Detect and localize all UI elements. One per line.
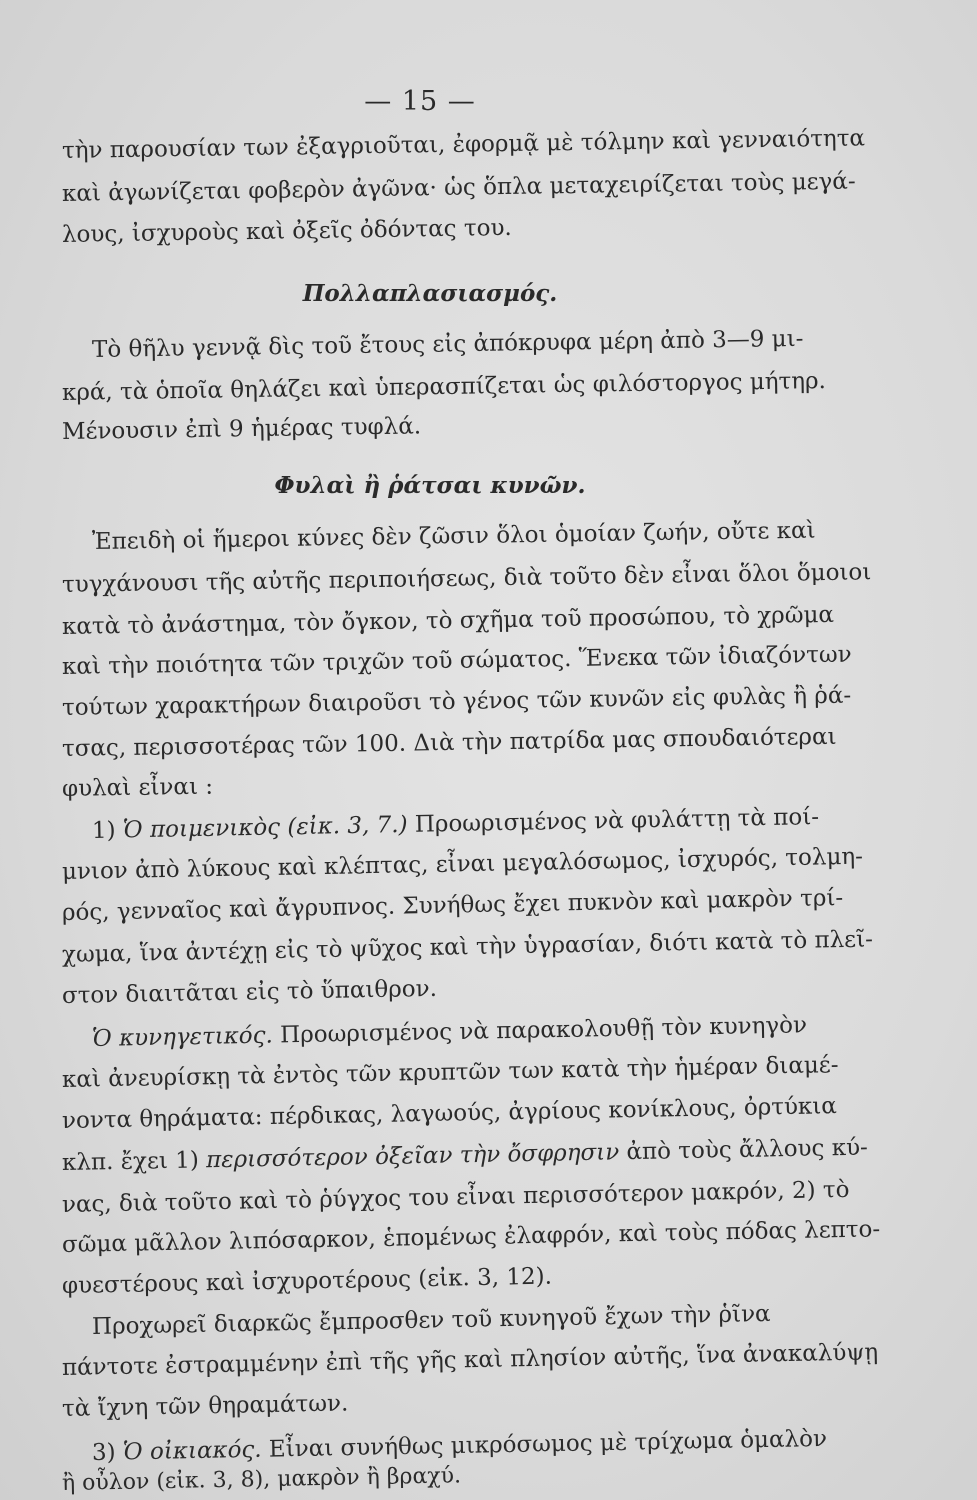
page-number: — 15 — — [364, 86, 476, 117]
text-span: κλπ. ἔχει 1) — [61, 1147, 207, 1176]
text-span: Προωρισμένος νὰ φυλάττῃ τὰ ποί- — [407, 804, 820, 838]
emphasis-text: περισσότερον ὀξεῖαν τὴν ὄσφρησιν — [205, 1139, 620, 1174]
text-line: Μένουσιν ἐπὶ 9 ἡμέρας τυφλά. — [61, 413, 422, 445]
text-line: τυγχάνουσι τῆς αὐτῆς περιποιήσεως, διὰ τοῦτο δὲν εἶναι ὅλοι ὅμοιοι — [61, 559, 872, 598]
text-line: πάντοτε ἐστραμμένην ἐπὶ τῆς γῆς καὶ πλησίον αὐτῆς, ἵνα ἀνακαλύψῃ — [61, 1339, 879, 1381]
text-line: Ἐπειδὴ οἱ ἥμεροι κύνες δὲν ζῶσιν ὅλοι ὁμοίαν ζωήν, οὔτε καὶ — [91, 517, 816, 555]
text-line: ἢ οὖλον (εἰκ. 3, 8), μακρὸν ἢ βραχύ. — [61, 1463, 462, 1496]
text-line: κρά, τὰ ὁποῖα θηλάζει καὶ ὑπερασπίζεται ὡς φιλόστοργος μήτηρ. — [61, 368, 827, 406]
breed-name: Ὁ οἰκιακός. — [122, 1436, 262, 1466]
breed-name: Ὁ κυνηγετικός. — [91, 1022, 274, 1052]
text-line: χωμα, ἵνα ἀντέχῃ εἰς τὸ ψῦχος καὶ τὴν ὑγρασίαν, διότι κατὰ τὸ πλεῖ- — [61, 926, 874, 968]
breed-name: Ὁ ποιμενικὸς (εἰκ. 3, 7.) — [122, 811, 408, 844]
text-line: καὶ τὴν ποιότητα τῶν τριχῶν τοῦ σώματος. Ἕνεκα τῶν ἰδιαζόντων — [61, 641, 852, 680]
text-line: φυλαὶ εἶναι : — [61, 773, 214, 802]
text-line: νας, διὰ τοῦτο καὶ τὸ ῥύγχος του εἶναι περισσότερον μακρόν, 2) τὸ — [61, 1176, 850, 1218]
item-number: 3) — [91, 1439, 124, 1466]
list-item-hunting — [92, 1010, 822, 1054]
section-heading-multiplication: Πολλαπλασιασμός. — [302, 280, 558, 307]
text-line: τὴν παρουσίαν των ἐξαγριοῦται, ἐφορμᾷ μὲ τόλμην καὶ γενναιότητα — [61, 125, 866, 164]
text-line: τσας, περισσοτέρας τῶν 100. Διὰ τὴν πατρίδα μας σπουδαιότεραι — [61, 723, 837, 762]
item-number: 1) — [91, 817, 124, 844]
text-line: κατὰ τὸ ἀνάστημα, τὸν ὄγκον, τὸ σχῆμα τοῦ προσώπου, τὸ χρῶμα — [61, 601, 835, 640]
text-line: τούτων χαρακτήρων διαιροῦσι τὸ γένος τῶν κυνῶν εἰς φυλὰς ἢ ῥά- — [61, 682, 852, 721]
text-line: σῶμα μᾶλλον λιπόσαρκον, ἑπομένως ἐλαφρόν, καὶ τοὺς πόδας λεπτο- — [61, 1216, 881, 1258]
text-line: καὶ ἀνευρίσκῃ τὰ ἐντὸς τῶν κρυπτῶν των κατὰ τὴν ἡμέραν διαμέ- — [61, 1052, 839, 1093]
list-item-shepherd — [92, 802, 822, 846]
text-line: νοντα θηράματα: πέρδικας, λαγωούς, ἀγρίους κονίκλους, ὀρτύκια — [61, 1093, 838, 1134]
text-line: τὰ ἴχνη τῶν θηραμάτων. — [61, 1390, 349, 1422]
text-line — [61, 1133, 869, 1178]
section-heading-dog-breeds: Φυλαὶ ἢ ῥάτσαι κυνῶν. — [274, 472, 586, 499]
text-line: φυεστέρους καὶ ἰσχυροτέρους (εἰκ. 3, 12). — [61, 1263, 553, 1299]
text-span: Εἶναι συνήθως μικρόσωμος μὲ τρίχωμα ὁμαλὸν — [261, 1425, 828, 1463]
text-line: Τὸ θῆλυ γεννᾷ δὶς τοῦ ἔτους εἰς ἀπόκρυφα μέρη ἀπὸ 3—9 μι- — [91, 325, 804, 363]
text-line: στον διαιτᾶται εἰς τὸ ὕπαιθρον. — [61, 975, 438, 1009]
text-line: μνιον ἀπὸ λύκους καὶ κλέπτας, εἶναι μεγαλόσωμος, ἰσχυρός, τολμη- — [61, 843, 864, 885]
text-span: Προωρισμένος νὰ παρακολουθῇ τὸν κυνηγὸν — [272, 1012, 808, 1049]
text-span: ἀπὸ τοὺς ἄλλους κύ- — [618, 1134, 869, 1166]
text-line: Προχωρεῖ διαρκῶς ἔμπροσθεν τοῦ κυνηγοῦ ἔχων τὴν ῥῖνα — [91, 1300, 771, 1340]
text-line: ρός, γενναῖος καὶ ἄγρυπνος. Συνήθως ἔχει πυκνὸν καὶ μακρὸν τρί- — [61, 885, 844, 926]
text-line: καὶ ἀγωνίζεται φοβερὸν ἀγῶνα· ὡς ὅπλα μεταχειρίζεται τοὺς μεγά- — [61, 168, 856, 207]
text-line: λους, ἰσχυροὺς καὶ ὀξεῖς ὀδόντας του. — [61, 214, 512, 248]
